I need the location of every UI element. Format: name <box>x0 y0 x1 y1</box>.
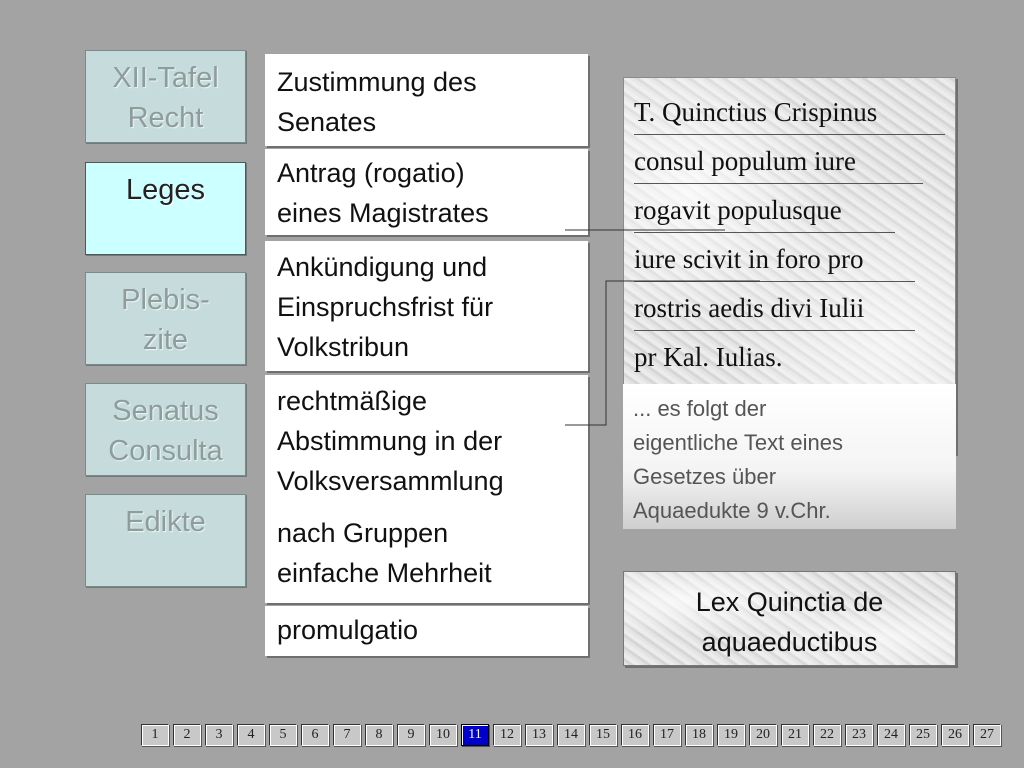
lex-title-box <box>623 571 956 666</box>
note-line: ... es folgt der <box>633 396 767 421</box>
page-button-5[interactable]: 5 <box>269 724 297 746</box>
step-abstimmung <box>265 375 588 603</box>
step-zustimmung-senat <box>265 54 588 146</box>
page-button-8[interactable]: 8 <box>365 724 393 746</box>
page-button-19[interactable]: 19 <box>717 724 745 746</box>
nav-label-line: Edikte <box>125 506 206 538</box>
step-line: Abstimmung in der <box>277 426 503 456</box>
page-button-18[interactable]: 18 <box>685 724 713 746</box>
note-line: eigentliche Text eines <box>633 430 843 455</box>
step-line: Einspruchsfrist für <box>277 292 494 322</box>
page-button-11[interactable]: 11 <box>461 724 489 746</box>
nav-xii-tafel-recht[interactable] <box>85 50 246 143</box>
page-button-7[interactable]: 7 <box>333 724 361 746</box>
page-button-10[interactable]: 10 <box>429 724 457 746</box>
page-button-27[interactable]: 27 <box>973 724 1001 746</box>
page-button-9[interactable]: 9 <box>397 724 425 746</box>
step-line: eines Magistrates <box>277 198 489 228</box>
nav-leges[interactable] <box>85 162 246 255</box>
inscription-note <box>623 384 956 529</box>
step-line: Zustimmung des <box>277 67 477 97</box>
page-button-12[interactable]: 12 <box>493 724 521 746</box>
inscription-line: consul populum iure <box>634 137 945 186</box>
inscription-line: iure scivit in foro pro <box>634 235 945 284</box>
nav-label-line: Recht <box>127 102 204 134</box>
page-button-22[interactable]: 22 <box>813 724 841 746</box>
nav-edikte[interactable] <box>85 494 246 587</box>
step-line: Antrag (rogatio) <box>277 158 465 188</box>
page-button-25[interactable]: 25 <box>909 724 937 746</box>
page-button-1[interactable]: 1 <box>141 724 169 746</box>
page-button-6[interactable]: 6 <box>301 724 329 746</box>
step-promulgatio <box>265 606 588 656</box>
nav-label-line: Consulta <box>108 435 223 467</box>
page-button-4[interactable]: 4 <box>237 724 265 746</box>
note-line: Aquaedukte 9 v.Chr. <box>633 498 831 523</box>
nav-plebiszite[interactable] <box>85 272 246 365</box>
note-line: Gesetzes über <box>633 464 777 489</box>
step-line: Senates <box>277 107 377 137</box>
step-antrag-rogatio <box>265 149 588 235</box>
page-button-20[interactable]: 20 <box>749 724 777 746</box>
step-line: nach Gruppen <box>277 518 449 548</box>
step-line: Volkstribun <box>277 332 410 362</box>
page-button-17[interactable]: 17 <box>653 724 681 746</box>
page-button-14[interactable]: 14 <box>557 724 585 746</box>
page-button-16[interactable]: 16 <box>621 724 649 746</box>
page-button-15[interactable]: 15 <box>589 724 617 746</box>
page-button-21[interactable]: 21 <box>781 724 809 746</box>
inscription-line: rogavit populusque <box>634 186 945 235</box>
step-ankuendigung <box>265 241 588 371</box>
nav-senatus-consulta[interactable] <box>85 383 246 476</box>
lex-title-line: aquaeductibus <box>701 627 878 657</box>
lex-title-line: Lex Quinctia de <box>695 587 884 617</box>
nav-label-line: Plebis- <box>121 284 210 316</box>
inscription-line: pr Kal. Iulias. <box>634 342 783 372</box>
nav-label-line: Senatus <box>112 395 219 427</box>
nav-label-line: Leges <box>125 174 205 206</box>
page-button-23[interactable]: 23 <box>845 724 873 746</box>
step-line: Volksversammlung <box>277 466 504 496</box>
page-button-24[interactable]: 24 <box>877 724 905 746</box>
page-button-2[interactable]: 2 <box>173 724 201 746</box>
step-line: rechtmäßige <box>277 386 428 416</box>
inscription-line: rostris aedis divi Iulii <box>634 284 945 333</box>
page-button-26[interactable]: 26 <box>941 724 969 746</box>
page-button-3[interactable]: 3 <box>205 724 233 746</box>
page-button-13[interactable]: 13 <box>525 724 553 746</box>
inscription-line: T. Quinctius Crispinus <box>634 88 945 137</box>
step-line: Ankündigung und <box>277 252 488 282</box>
nav-label-line: XII-Tafel <box>112 62 219 94</box>
step-line: einfache Mehrheit <box>277 558 492 588</box>
nav-label-line: zite <box>142 324 189 356</box>
step-line: promulgatio <box>277 615 419 645</box>
slide-pager <box>141 724 1005 746</box>
